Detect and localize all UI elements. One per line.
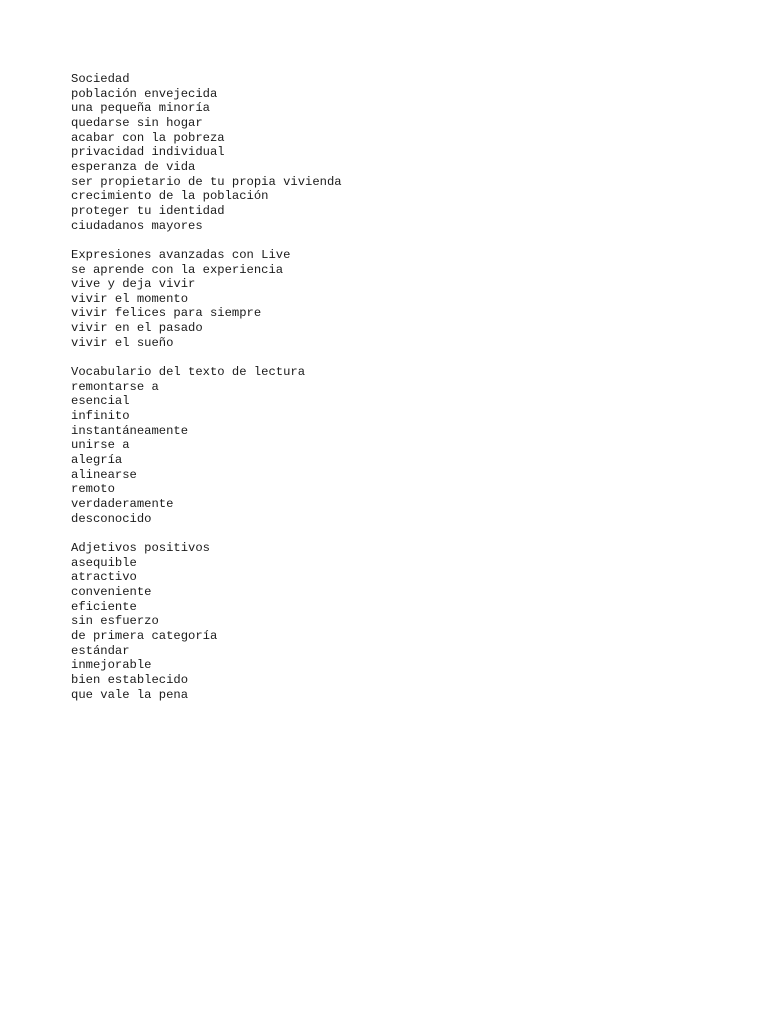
vocab-item: acabar con la pobreza [71,130,225,145]
vocab-item: remontarse a [71,379,159,394]
vocab-item: esperanza de vida [71,159,196,174]
vocab-item: privacidad individual [71,145,225,160]
vocab-item: vive y deja vivir [71,277,196,292]
vocab-item: eficiente [71,599,137,614]
vocab-item: conveniente [71,584,152,599]
vocab-item: esencial [71,394,130,409]
vocab-item: vivir en el pasado [71,321,203,336]
section-heading: Vocabulario del texto de lectura [71,365,306,380]
vocab-item: sin esfuerzo [71,614,159,629]
vocab-item: remoto [71,482,115,497]
vocab-item: vivir felices para siempre [71,306,262,321]
vocab-item: se aprende con la experiencia [71,262,284,277]
section-heading: Sociedad [71,72,130,86]
vocab-item: desconocido [71,511,152,526]
vocab-item: alinearse [71,467,137,482]
vocab-item: estándar [71,643,130,658]
section-vocabulario-lectura [71,365,768,526]
vocab-item: ser propietario de tu propia vivienda [71,174,342,189]
section-expresiones-live [71,248,768,351]
vocab-item: inmejorable [71,658,152,673]
vocab-item: atractivo [71,570,137,585]
vocab-item: vivir el sueño [71,335,174,350]
section-heading: Adjetivos positivos [71,540,210,555]
section-adjetivos-positivos [71,541,768,702]
vocab-item: infinito [71,409,130,424]
section-heading: Expresiones avanzadas con Live [71,247,291,262]
vocab-item: que vale la pena [71,687,189,702]
vocab-item: ciudadanos mayores [71,218,203,233]
vocab-item: alegría [71,453,123,468]
vocab-item: instantáneamente [71,423,189,438]
vocab-item: verdaderamente [71,497,174,511]
vocab-item: población envejecida [71,86,218,101]
vocab-item: de primera categoría [71,628,218,643]
vocab-item: una pequeña minoría [71,101,210,116]
section-sociedad [71,72,768,233]
vocab-item: unirse a [71,438,130,453]
vocab-item: proteger tu identidad [71,203,225,218]
vocab-item: bien establecido [71,672,189,687]
vocab-item: asequible [71,555,137,570]
vocab-item: vivir el momento [71,291,189,306]
vocab-item: crecimiento de la población [71,189,269,204]
vocab-item: quedarse sin hogar [71,115,203,130]
